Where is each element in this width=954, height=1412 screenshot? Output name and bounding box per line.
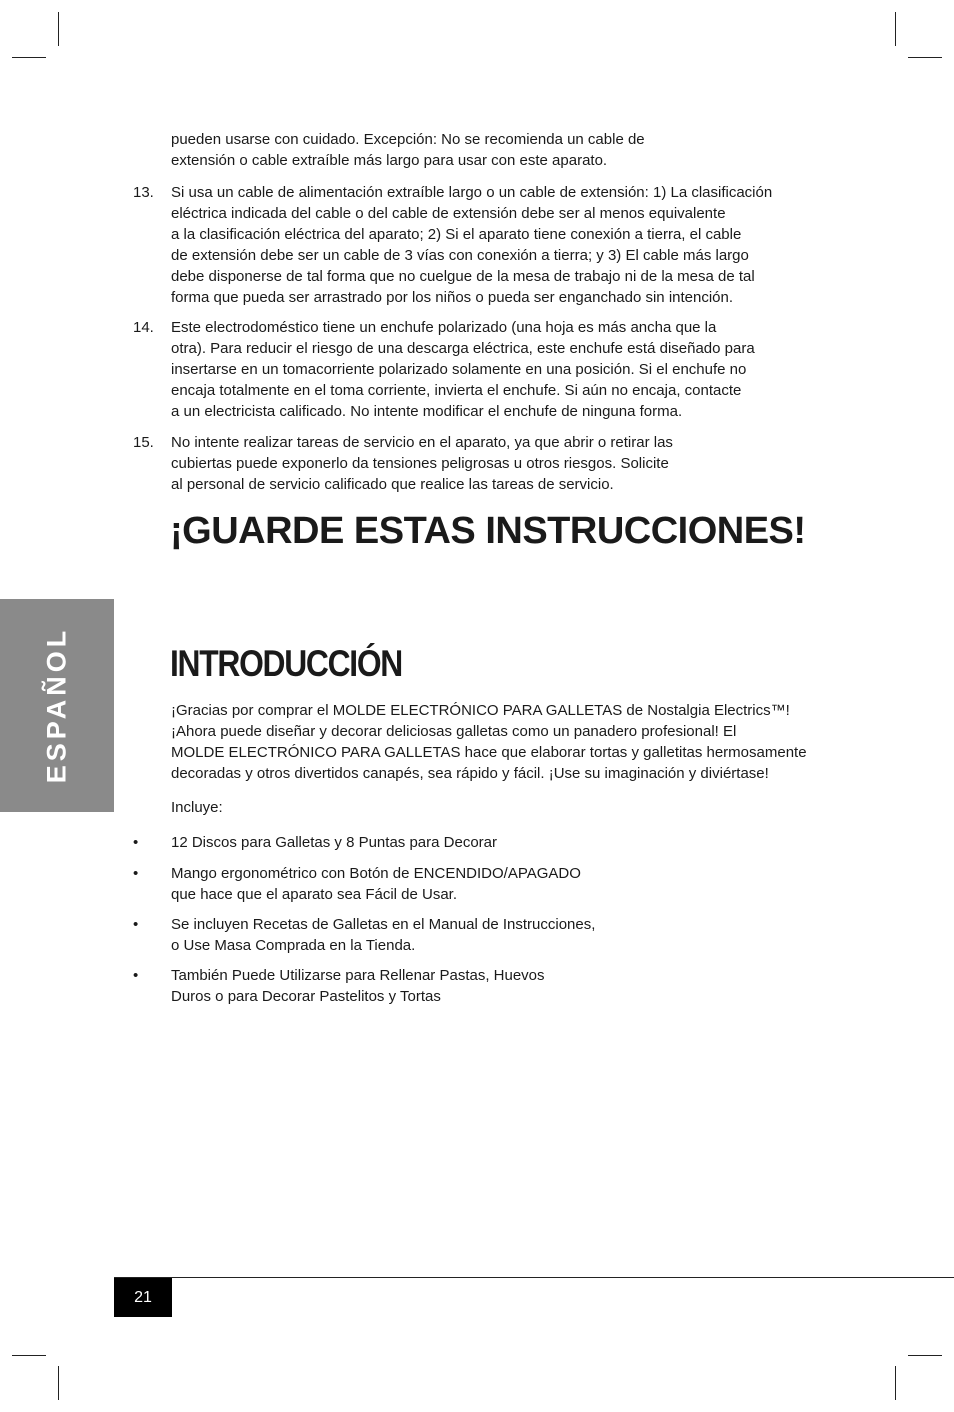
save-instructions-heading: ¡GUARDE ESTAS INSTRUCCIONES! [170, 510, 806, 552]
text-line: También Puede Utilizarse para Rellenar Pastas, Huevos [171, 967, 545, 984]
text-line: que hace que el aparato sea Fácil de Usar. [171, 886, 458, 903]
crop-mark [908, 1355, 942, 1356]
page-number [114, 1278, 172, 1317]
language-side-tab [0, 599, 114, 812]
text-line: otra). Para reducir el riesgo de una descarga eléctrica, este enchufe está diseñado para [171, 340, 755, 357]
text-line: pueden usarse con cuidado. Excepción: No se recomienda un cable de [171, 131, 645, 148]
item-number: 15. [133, 434, 154, 451]
text-line: Este electrodoméstico tiene un enchufe polarizado (una hoja es más ancha que la [171, 319, 717, 336]
text-line: de extensión debe ser un cable de 3 vías con conexión a tierra; y 3) El cable más largo [171, 247, 749, 264]
intro-paragraph [171, 700, 831, 784]
text-line: debe disponerse de tal forma que no cuelgue de la mesa de trabajo ni de la mesa de tal [171, 268, 755, 285]
crop-mark [12, 1355, 46, 1356]
crop-mark [58, 12, 59, 46]
language-tab-label: ESPAÑOL [41, 626, 72, 784]
bullet-marker: • [133, 967, 139, 984]
text-line: al personal de servicio calificado que realice las tareas de servicio. [171, 476, 614, 493]
crop-mark [895, 1366, 896, 1400]
bullet-marker: • [133, 916, 139, 933]
text-line: Se incluyen Recetas de Galletas en el Manual de Instrucciones, [171, 916, 596, 933]
text-line: Mango ergonométrico con Botón de ENCENDIDO/APAGADO [171, 865, 581, 882]
text-line: Incluye: [171, 799, 223, 816]
text-line: 12 Discos para Galletas y 8 Puntas para Decorar [171, 834, 497, 851]
introduction-heading: INTRODUCCIÓN [170, 643, 402, 684]
page-number-label: 21 [134, 1288, 152, 1306]
includes-label [171, 797, 831, 818]
text-line: MOLDE ELECTRÓNICO PARA GALLETAS hace que elaborar tortas y galletitas hermosamente [171, 744, 807, 761]
text-line: No intente realizar tareas de servicio en el aparato, ya que abrir o retirar las [171, 434, 673, 451]
text-line: decoradas y otros divertidos canapés, sea rápido y fácil. ¡Use su imaginación y diviértase! [171, 765, 769, 782]
text-line: Si usa un cable de alimentación extraíble largo o un cable de extensión: 1) La clasificación [171, 184, 773, 201]
crop-mark [12, 57, 46, 58]
text-line: cubiertas puede exponerlo da tensiones peligrosas u otros riesgos. Solicite [171, 455, 669, 472]
text-line: a la clasificación eléctrica del aparato; 2) Si el aparato tiene conexión a tierra, el cable [171, 226, 742, 243]
text-line: extensión o cable extraíble más largo para usar con este aparato. [171, 152, 608, 169]
bullet-marker: • [133, 865, 139, 882]
text-line: insertarse en un tomacorriente polarizado solamente en una posición. Si el enchufe no [171, 361, 747, 378]
text-line: a un electricista calificado. No intente modificar el enchufe de ninguna forma. [171, 403, 683, 420]
text-line: eléctrica indicada del cable o del cable de extensión debe ser al menos equivalente [171, 205, 726, 222]
text-line: o Use Masa Comprada en la Tienda. [171, 937, 416, 954]
crop-mark [895, 12, 896, 46]
text-line: ¡Gracias por comprar el MOLDE ELECTRÓNICO PARA GALLETAS de Nostalgia Electrics™! [171, 702, 790, 719]
text-line: encaja totalmente en el toma corriente, invierta el enchufe. Si aún no encaja, contacte [171, 382, 742, 399]
item-number: 13. [133, 184, 154, 201]
text-line: forma que pueda ser arrastrado por los niños o pueda ser enganchado sin intención. [171, 289, 734, 306]
crop-mark [58, 1366, 59, 1400]
bullet-marker: • [133, 834, 139, 851]
crop-mark [908, 57, 942, 58]
item-number: 14. [133, 319, 154, 336]
footer-rule [114, 1277, 954, 1278]
continuation-paragraph [171, 129, 831, 171]
text-line: ¡Ahora puede diseñar y decorar deliciosas galletas como un panadero profesional! El [171, 723, 737, 740]
text-line: Duros o para Decorar Pastelitos y Tortas [171, 988, 441, 1005]
